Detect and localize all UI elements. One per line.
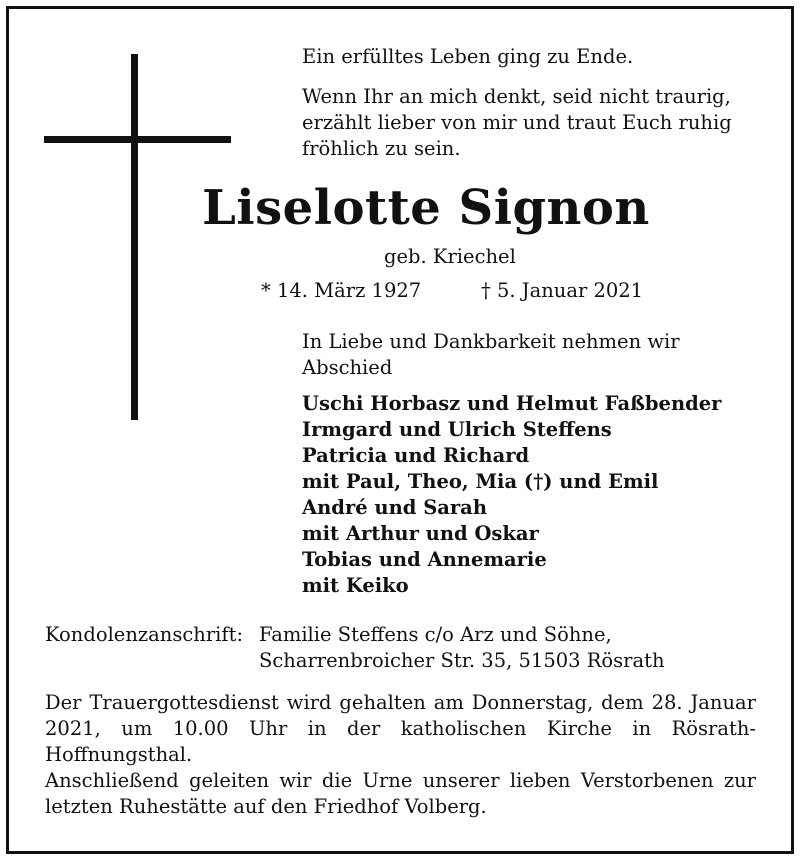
cross-vertical-bar [131, 54, 138, 420]
mourners-list [302, 391, 721, 599]
mourner-line: mit Paul, Theo, Mia (†) und Emil [302, 470, 659, 493]
condolence-address-block [259, 622, 665, 674]
service-paragraph-2: Anschließend geleiten wir die Urne unserer lieben Verstorbenen zur letzten Ruhestätte auf den Friedhof Volberg. [45, 769, 756, 818]
address-line-1: Familie Steffens c/o Arz und Söhne, [259, 623, 612, 646]
maiden-name: geb. Kriechel [384, 245, 516, 268]
mourner-line: Patricia und Richard [302, 444, 530, 467]
service-paragraph-1: Der Trauergottesdienst wird gehalten am Donnerstag, dem 28. Januar 2021, um 10.00 Uhr in der katholischen Kirche in Rösrath-Hoffnungsthal. [45, 691, 756, 766]
birth-date: * 14. März 1927 [261, 279, 422, 302]
address-line-2: Scharrenbroicher Str. 35, 51503 Rösrath [259, 649, 665, 672]
quote-line-1: Ein erfülltes Leben ging zu Ende. [302, 45, 634, 68]
condolence-label: Kondolenzanschrift: [45, 623, 244, 646]
mourner-line: mit Arthur und Oskar [302, 522, 539, 545]
mourner-line: Irmgard und Ulrich Steffens [302, 418, 612, 441]
cross-horizontal-bar [44, 136, 231, 143]
mourner-line: André und Sarah [302, 496, 487, 519]
death-date: † 5. Januar 2021 [481, 279, 644, 302]
mourner-line: Tobias und Annemarie [302, 548, 547, 571]
quote-line-2: Wenn Ihr an mich denkt, seid nicht traurig, erzählt lieber von mir und traut Euch ruhig fröhlich zu sein. [302, 85, 732, 160]
service-info [45, 690, 756, 820]
farewell-text: In Liebe und Dankbarkeit nehmen wir Abschied [302, 330, 680, 379]
deceased-name: Liselotte Signon [202, 180, 650, 236]
memorial-quote [302, 44, 772, 162]
mourner-line: mit Keiko [302, 574, 409, 597]
mourner-line: Uschi Horbasz und Helmut Faßbender [302, 392, 722, 415]
